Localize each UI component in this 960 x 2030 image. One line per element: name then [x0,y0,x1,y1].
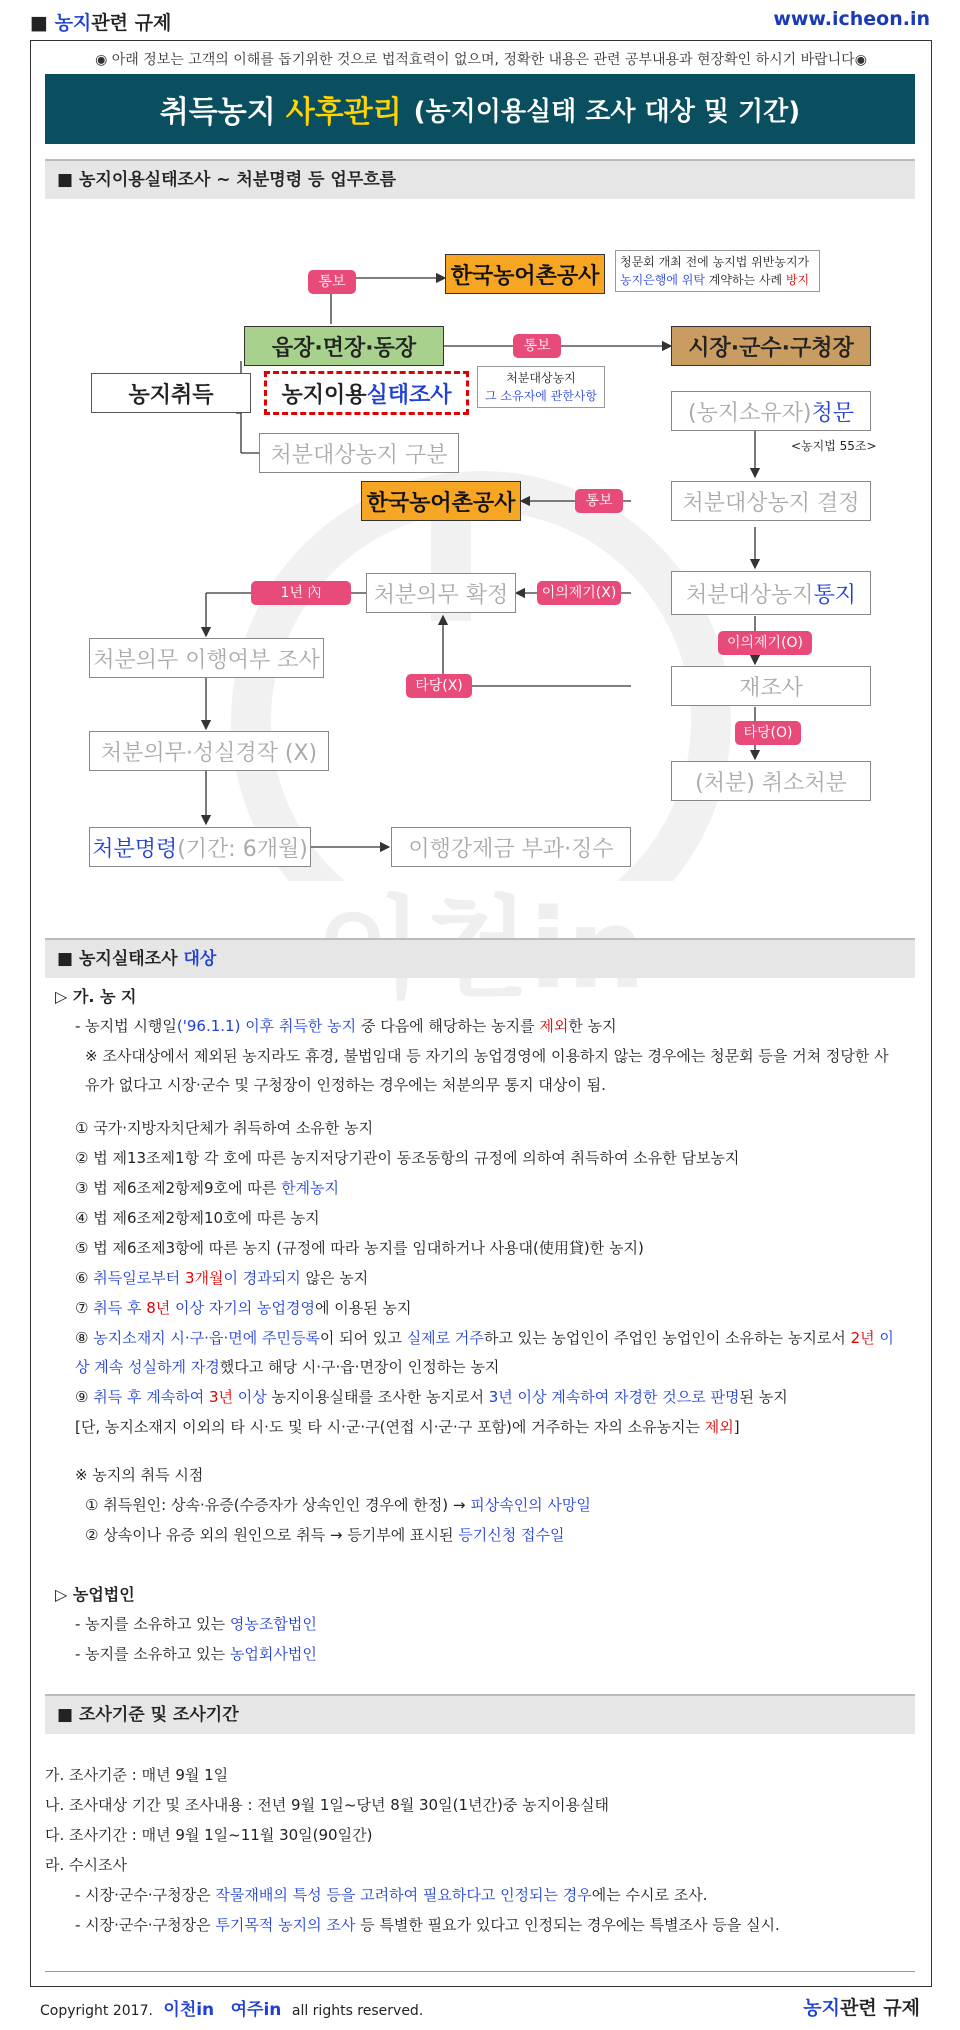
criteria-na: 나. 조사대상 기간 및 조사내용 : 전년 9월 1일~당년 8월 30일(1년간)중 농지이용실태 [45,1796,610,1814]
korea-rural-corp-box-2: 한국농어촌공사 [361,481,521,521]
farm-corp-heading: ▷ 농업법인 [55,1585,135,1604]
criteria-ra-2: - 시장·군수·구청장은 투기목적 농지의 조사 등 특별한 필요가 있다고 인정되는 경우에는 특별조사 등을 실시. [75,1916,780,1934]
law-article-label: <농지법 55조> [791,439,877,453]
criteria-ga: 가. 조사기준 : 매년 9월 1일 [45,1766,229,1784]
disposal-classification-box: 처분대상농지 구분 [259,433,459,473]
acquisition-time-title: ※ 농지의 취득 시점 [75,1466,204,1484]
one-year-tag: 1년 內 [251,581,351,605]
top-bar [30,6,930,36]
duty-check-box: 처분의무 이행여부 조사 [89,638,324,678]
notify-tag-3: 통보 [575,489,623,513]
exclusion-item-2: ② 법 제13조제1항 각 호에 따른 농지저당기관이 동조동항의 규정에 의하여 취득하여 소유한 담보농지 [75,1149,740,1167]
valid-x-tag: 타당(X) [406,674,472,698]
exclusion-item-6: ⑥ 취득일로부터 3개월이 경과되지 않은 농지 [75,1269,369,1287]
section-header-target: ■ 농지실태조사 대상 [45,938,915,978]
top-category-label: ■ 농지관련 규제 [30,12,172,34]
land-use-survey-box: 농지이용 실태조사 [264,371,469,415]
exclusion-item-8: ⑧ 농지소재지 시·구·읍·면에 주민등록이 되어 있고 실제로 거주하고 있는 농업인이 주업인 농업인이 소유하는 농지로서 2년 이 [75,1329,894,1347]
exclusion-item-3: ③ 법 제6조제2항제9호에 따른 한계농지 [75,1179,340,1197]
disposal-notice-box: 처분대상농지 통지 [671,571,871,615]
hearing-box: (농지소유자) 청문 [671,391,871,431]
penalty-box: 이행강제금 부과·징수 [391,827,631,867]
title-part-3: (농지이용실태 조사 대상 및 기간) [413,96,801,127]
acquisition-time-2: ② 상속이나 유증 외의 원인으로 취득 → 등기부에 표시된 등기신청 접수일 [85,1526,565,1544]
exclusion-item-10: [단, 농지소재지 이외의 타 시·도 및 타 시·군·구(연접 시·군·구 포함)에 거주하는 자의 소유농지는 제외] [75,1418,740,1436]
site-url-link[interactable]: www.icheon.in [773,8,930,30]
disposal-order-box: 처분명령 (기간: 6개월) [89,827,311,867]
title-part-1: 취득농지 [159,95,276,130]
cancel-disposition-box: (처분) 취소처분 [671,761,871,801]
exclusion-item-4: ④ 법 제6조제2항제10호에 따른 농지 [75,1209,320,1227]
notify-tag-2: 통보 [513,334,561,358]
cultivation-check-box: 처분의무·성실경작 (X) [89,731,329,771]
survey-target-note: 처분대상농지 그 소유자에 관한사항 [477,366,605,408]
criteria-da: 다. 조사기간 : 매년 9월 1일~11월 30일(90일간) [45,1826,373,1844]
criteria-ra: 라. 수시조사 [45,1856,127,1874]
bottom-divider [45,1971,915,1972]
objection-x-tag: 이의제기(X) [537,581,621,605]
exclusion-item-9: ⑨ 취득 후 계속하여 3년 이상 농지이용실태를 조사한 농지로서 3년 이상 계속하여 자경한 것으로 판명된 농지 [75,1388,788,1406]
section-header-criteria: ■ 조사기준 및 조사기간 [45,1694,915,1734]
exclusion-item-8-cont: 상 계속 성실하게 자경했다고 해당 시·구·읍·면장이 인정하는 농지 [75,1358,500,1376]
korea-rural-corp-box-1: 한국농어촌공사 [445,254,605,294]
disposal-decision-box: 처분대상농지 결정 [671,481,871,521]
content-frame [30,40,932,1987]
footer: Copyright 2017. 이천in 여주in all rights reserved. [40,1995,423,2020]
icheon-logo[interactable]: 이천in [163,2000,215,2020]
objection-o-tag: 이의제기(O) [718,631,812,655]
farmland-heading: ▷ 가. 농 지 [55,987,137,1006]
disclaimer-notice: ◉ 아래 정보는 고객의 이해를 돕기위한 것으로 법적효력이 없으며, 정확한 내용은 관련 공부내용과 현장확인 하시기 바랍니다◉ [95,52,867,68]
farm-corp-item-1: - 농지를 소유하고 있는 영농조합법인 [75,1615,317,1633]
yeoju-logo[interactable]: 여주in [230,2000,282,2020]
target-line-1: - 농지법 시행일('96.1.1) 이후 취득한 농지 중 다음에 해당하는 농지를 제외한 농지 [75,1017,617,1035]
exclusion-item-1: ① 국가·지방자치단체가 취득하여 소유한 농지 [75,1119,374,1137]
disposal-duty-confirm-box: 처분의무 확정 [366,573,516,613]
eup-myeon-dong-box: 읍장·면장·동장 [244,326,444,366]
footer-category-label: 농지관련 규제 [803,1997,920,2019]
hearing-note: 청문회 개최 전에 농지법 위반농지가 농지은행에 위탁 계약하는 사례 방지 [615,250,820,292]
land-acquisition-box: 농지취득 [91,373,251,413]
criteria-ra-1: - 시장·군수·구청장은 작물재배의 특성 등을 고려하여 필요하다고 인정되는 경우에는 수시로 조사. [75,1886,708,1904]
target-note-line-1: ※ 조사대상에서 제외된 농지라도 휴경, 불법임대 등 자기의 농업경영에 이용하지 않는 경우에는 청문회 등을 거쳐 정당한 사 [85,1047,889,1065]
city-office-box: 시장·군수·구청장 [671,326,871,366]
exclusion-item-5: ⑤ 법 제6조제3항에 따른 농지 (규정에 따라 농지를 임대하거나 사용대(使用貸)한 농지) [75,1239,644,1257]
farm-corp-item-2: - 농지를 소유하고 있는 농업회사법인 [75,1645,317,1663]
exclusion-item-7: ⑦ 취득 후 8년 이상 자기의 농업경영에 이용된 농지 [75,1299,412,1317]
valid-o-tag: 타당(O) [735,721,801,745]
reexamination-box: 재조사 [671,666,871,706]
section-header-workflow: ■ 농지이용실태조사 ~ 처분명령 등 업무흐름 [45,159,915,199]
page-title-banner [45,74,915,144]
title-part-2: 사후관리 [285,95,402,130]
notify-tag-1: 통보 [308,270,356,294]
acquisition-time-1: ① 취득원인: 상속·유증(수증자가 상속인인 경우에 한정) → 피상속인의 사망일 [85,1496,591,1514]
target-note-line-2: 유가 없다고 시장·군수 및 구청장이 인정하는 경우에는 처분의무 통지 대상이 됨. [85,1076,606,1094]
